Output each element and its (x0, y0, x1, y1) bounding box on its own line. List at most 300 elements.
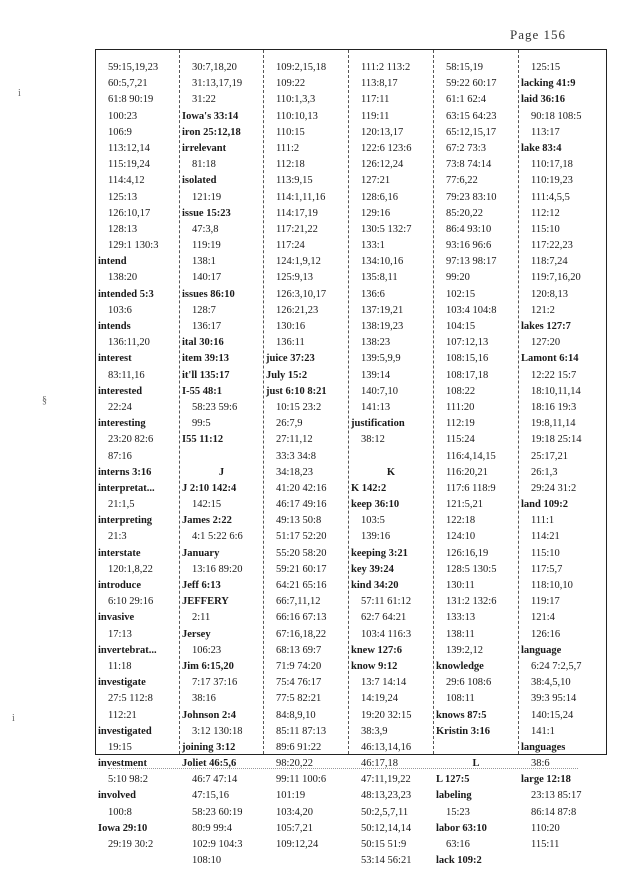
index-entry-refs: 29:6 108:6 (446, 677, 492, 689)
index-entry-term: Jersey (182, 628, 211, 640)
index-entry-refs: 113:9,15 (276, 175, 313, 187)
index-entry-refs: 112:21 (108, 709, 137, 721)
index-entry-term: language (521, 644, 562, 656)
index-entry-refs: 103:4,20 (276, 806, 314, 818)
index-entry-refs: 23:20 82:6 (108, 434, 154, 446)
index-entry-term: labor 63:10 (436, 822, 487, 834)
index-entry-refs: 111:20 (446, 401, 475, 413)
index-entry-refs: 111:2 (276, 142, 300, 154)
index-entry-refs: 114:21 (531, 531, 560, 543)
index-entry-term: item 39:13 (182, 353, 229, 365)
index-entry-refs: 121:2 (531, 304, 555, 316)
index-entry-refs: 109:22 (276, 78, 306, 90)
index-entry-refs: 124:10 (446, 531, 476, 543)
index-entry-refs: 58:15,19 (446, 62, 484, 73)
index-entry-refs: 133:1 (361, 240, 385, 252)
index-entry-refs: 102:9 104:3 (192, 839, 243, 850)
index-entry-refs: 81:18 (192, 159, 216, 171)
index-column-2 (179, 50, 263, 867)
index-entry-refs: 126:10,17 (108, 207, 151, 219)
index-entry-refs: 58:23 60:19 (192, 806, 243, 818)
index-entry-refs: 85:11 87:13 (276, 725, 327, 737)
index-entry-term: just 6:10 8:21 (266, 385, 327, 397)
index-entry-refs: 138:23 (361, 337, 391, 349)
index-entry-refs: 117:21,22 (276, 223, 318, 235)
index-entry-term: interns 3:16 (98, 466, 152, 478)
index-entry-refs: 33:3 34:8 (276, 450, 316, 462)
index-entry-refs: 129:1 130:3 (108, 240, 159, 252)
index-entry-refs: 108:15,16 (446, 353, 489, 365)
index-entry-refs: 127:21 (361, 175, 391, 187)
index-entry-term: Joliet 46:5,6 (182, 758, 237, 770)
index-entry-refs: 128:5 130:5 (446, 563, 497, 575)
index-entry-refs: 7:17 37:16 (192, 677, 238, 689)
index-entry-refs: 46:13,14,16 (361, 741, 412, 753)
index-entry-term: irrelevant (182, 142, 227, 154)
index-entry-refs: 117:6 118:9 (446, 482, 496, 494)
index-entry-refs: 117:11 (361, 94, 390, 106)
index-entry-refs: 53:14 56:21 (361, 855, 412, 867)
index-entry-refs: 112:19 (446, 418, 475, 430)
index-column-4 (348, 50, 433, 867)
index-entry-refs: 120:13,17 (361, 126, 404, 138)
index-entry-refs: 109:2,15,18 (276, 62, 327, 73)
index-entry-refs: 115:11 (531, 839, 560, 850)
index-entry-refs: 55:20 58:20 (276, 547, 327, 559)
index-entry-refs: 38:4,5,10 (531, 677, 571, 689)
index-entry-term: justification (351, 418, 405, 430)
index-entry-refs: 13:7 14:14 (361, 677, 407, 689)
index-entry-refs: 30:7,18,20 (192, 62, 237, 73)
index-entry-term: January (182, 547, 220, 559)
index-entry-refs: 63:15 64:23 (446, 110, 497, 122)
index-entry-term: lack 109:2 (436, 855, 482, 867)
index-entry-refs: 135:8,11 (361, 272, 398, 284)
index-entry-refs: 39:3 95:14 (531, 693, 577, 705)
index-entry-refs: 106:23 (192, 644, 222, 656)
index-entry-term: invasive (98, 612, 135, 624)
index-entry-refs: 109:12,24 (276, 839, 319, 850)
index-entry-refs: 63:16 (446, 839, 470, 850)
index-entry-refs: 41:20 42:16 (276, 482, 327, 494)
index-entry-term: lake 83:4 (521, 142, 562, 154)
index-entry-refs: 142:15 (192, 499, 222, 511)
index-entry-refs: 18:16 19:3 (531, 401, 577, 413)
index-entry-term: key 39:24 (351, 563, 394, 575)
index-entry-term: keeping 3:21 (351, 547, 408, 559)
index-entry-refs: 125:15 (531, 62, 561, 73)
index-entry-refs: 101:19 (276, 790, 306, 802)
index-entry-refs (349, 449, 433, 465)
index-column-1 (96, 50, 179, 850)
index-entry-term: isolated (182, 175, 217, 187)
index-entry-refs: 120:1,8,22 (108, 563, 153, 575)
index-entry-refs: 60:5,7,21 (108, 78, 148, 90)
index-entry-refs: 137:19,21 (361, 304, 404, 316)
index-entry-refs: 79:23 83:10 (446, 191, 497, 203)
index-entry-term: Iowa's 33:14 (182, 110, 239, 122)
index-entry-term: land 109:2 (521, 499, 568, 511)
index-entry-refs: 108:10 (192, 855, 222, 867)
index-entry-refs: 116:4,14,15 (446, 450, 496, 462)
index-entry-refs: 93:16 96:6 (446, 240, 492, 252)
index-entry-refs: 119:7,16,20 (531, 272, 581, 284)
index-entry-refs: 114:17,19 (276, 207, 318, 219)
index-entry-refs: 26:1,3 (531, 466, 558, 478)
index-entry-refs: 121:19 (192, 191, 222, 203)
index-entry-term: know 9:12 (351, 660, 398, 672)
index-entry-refs: 126:21,23 (276, 304, 319, 316)
index-entry-refs: 134:10,16 (361, 256, 404, 268)
index-entry-refs: 115:10 (531, 547, 560, 559)
index-entry-refs: 19:18 25:14 (531, 434, 582, 446)
index-entry-refs: 59:21 60:17 (276, 563, 327, 575)
index-entry-refs: 106:9 (108, 126, 132, 138)
index-entry-refs: 22:24 (108, 401, 132, 413)
index-column-6 (518, 50, 606, 850)
index-entry-refs: 133:13 (446, 612, 476, 624)
index-entry-refs: 112:18 (276, 159, 305, 171)
index-entry-refs: 117:24 (276, 240, 305, 252)
index-entry-refs: 114:4,12 (108, 175, 145, 187)
index-entry-refs: 108:11 (446, 693, 475, 705)
index-entry-refs: 138:20 (108, 272, 138, 284)
index-entry-refs: 121:5,21 (446, 499, 484, 511)
index-entry-refs: 46:7 47:14 (192, 774, 238, 786)
index-entry-term: Kristin 3:16 (436, 725, 490, 737)
index-entry-refs: 68:13 69:7 (276, 644, 322, 656)
index-entry-refs: 105:7,21 (276, 822, 314, 834)
index-entry-refs: 139:5,9,9 (361, 353, 401, 365)
index-entry-refs: 138:11 (446, 628, 475, 640)
index-entry-refs: 10:15 23:2 (276, 401, 322, 413)
index-entry-term: large 12:18 (521, 774, 571, 786)
index-entry-refs: 103:6 (108, 304, 132, 316)
index-entry-term: lacking 41:9 (521, 78, 576, 90)
index-entry-refs: 126:16 (531, 628, 561, 640)
index-entry-term: involved (98, 790, 136, 802)
index-entry-refs (434, 740, 518, 756)
index-entry-refs: 119:17 (531, 596, 560, 608)
index-entry-refs: 61:8 90:19 (108, 94, 154, 106)
index-entry-refs: 3:12 130:18 (192, 725, 243, 737)
index-entry-refs: 66:16 67:13 (276, 612, 327, 624)
index-entry-refs: 83:11,16 (108, 369, 145, 381)
index-entry-refs: 126:12,24 (361, 159, 404, 171)
index-entry-refs: 140:17 (192, 272, 222, 284)
index-entry-term: laid 36:16 (521, 94, 566, 106)
index-entry-refs: 117:22,23 (531, 240, 573, 252)
index-entry-refs: 18:10,11,14 (531, 385, 581, 397)
index-entry-refs: 138:19,23 (361, 321, 404, 332)
index-entry-term: intend (98, 256, 127, 268)
index-entry-refs: 38:3,9 (361, 725, 388, 737)
index-entry-term: keep 36:10 (351, 499, 400, 511)
index-entry-refs: 38:12 (361, 434, 385, 446)
index-entry-term: investigate (98, 677, 146, 689)
index-entry-refs: 48:13,23,23 (361, 790, 412, 802)
index-entry-refs: 115:24 (446, 434, 475, 446)
index-entry-refs: 112:12 (531, 207, 560, 219)
index-entry-refs: 131:2 132:6 (446, 596, 497, 608)
index-frame (95, 49, 607, 867)
index-entry-refs: 19:8,11,14 (531, 418, 576, 430)
index-entry-term: I-55 48:1 (182, 385, 222, 397)
index-entry-refs: 118:7,24 (531, 256, 568, 268)
index-entry-refs: 99:11 100:6 (276, 774, 327, 786)
index-entry-term: interstate (98, 547, 141, 559)
index-entry-refs: 110:19,23 (531, 175, 573, 187)
index-entry-refs: 129:16 (361, 207, 391, 219)
index-entry-refs: 17:13 (108, 628, 132, 640)
footer-rule (108, 768, 578, 769)
index-entry-term: intended 5:3 (98, 288, 154, 300)
index-entry-refs: 4:1 5:22 6:6 (192, 531, 243, 543)
index-entry-refs: 124:1,9,12 (276, 256, 321, 268)
margin-mark: i (18, 88, 21, 99)
index-entry-refs: 29:24 31:2 (531, 482, 577, 494)
index-entry-refs: 47:11,19,22 (361, 774, 411, 786)
index-entry-refs: 97:13 98:17 (446, 256, 497, 268)
index-entry-term: knowledge (436, 660, 484, 672)
index-entry-term: ital 30:16 (182, 337, 224, 349)
index-entry-refs: 110:10,13 (276, 110, 318, 122)
index-entry-term: iron 25:12,18 (182, 126, 241, 138)
index-entry-refs: 103:5 (361, 515, 385, 527)
index-entry-term: Johnson 2:4 (182, 709, 236, 721)
index-entry-refs: 113:17 (531, 126, 560, 138)
index-entry-refs: 122:6 123:6 (361, 142, 412, 154)
index-entry-term: juice 37:23 (266, 353, 315, 365)
index-entry-refs: 119:19 (192, 240, 221, 252)
index-entry-refs: 103:4 104:8 (446, 304, 497, 316)
index-entry-term: July 15:2 (266, 369, 308, 381)
index-entry-refs: 77:5 82:21 (276, 693, 322, 705)
margin-mark: § (42, 395, 47, 406)
index-entry-refs: 58:23 59:6 (192, 401, 238, 413)
index-entry-refs: 110:17,18 (531, 159, 573, 171)
index-entry-refs: 65:12,15,17 (446, 126, 497, 138)
index-entry-refs: 71:9 74:20 (276, 660, 322, 672)
index-entry-refs: 31:13,17,19 (192, 78, 243, 90)
index-entry-refs: 62:7 64:21 (361, 612, 407, 624)
index-entry-refs: 140:7,10 (361, 385, 399, 397)
index-entry-refs: 38:6 (531, 758, 550, 770)
index-letter-heading (180, 465, 263, 481)
index-entry-refs: 50:12,14,14 (361, 822, 412, 834)
index-entry-refs: 31:22 (192, 94, 216, 106)
index-entry-term: interested (98, 385, 143, 397)
index-entry-refs: 13:16 89:20 (192, 563, 243, 575)
index-entry-refs: 125:9,13 (276, 272, 314, 284)
index-entry-term: Jeff 6:13 (182, 580, 221, 591)
index-entry-refs: 111:1 (531, 515, 555, 527)
index-entry-term: K 142:2 (351, 482, 387, 494)
index-entry-refs: 47:15,16 (192, 790, 230, 802)
index-entry-term: Lamont 6:14 (521, 353, 579, 365)
index-entry-refs: 139:14 (361, 369, 391, 381)
index-entry-refs: 86:4 93:10 (446, 223, 492, 235)
index-entry-refs: 113:8,17 (361, 78, 398, 90)
index-entry-refs: 110:1,3,3 (276, 94, 316, 106)
index-entry-refs: 121:4 (531, 612, 555, 624)
index-entry-refs: 61:1 62:4 (446, 94, 486, 106)
index-entry-term: invertebrat... (98, 644, 157, 656)
index-entry-term: introduce (98, 580, 141, 591)
index-entry-refs: 15:23 (446, 806, 470, 818)
index-entry-term: kind 34:20 (351, 580, 399, 591)
index-entry-refs: 122:18 (446, 515, 476, 527)
index-letter: J (201, 465, 242, 481)
index-entry-term: it'll 135:17 (182, 369, 230, 381)
index-entry-refs: 116:20,21 (446, 466, 488, 478)
index-entry-refs: 77:6,22 (446, 175, 478, 187)
index-entry-refs: 29:19 30:2 (108, 839, 154, 850)
index-entry-refs: 67:2 73:3 (446, 142, 486, 154)
index-entry-refs: 100:8 (108, 806, 132, 818)
index-entry-refs: 104:15 (446, 321, 476, 332)
index-entry-refs: 127:20 (531, 337, 561, 349)
index-entry-refs: 6:10 29:16 (108, 596, 154, 608)
index-entry-refs: 141:13 (361, 401, 391, 413)
index-entry-refs: 117:5,7 (531, 563, 563, 575)
index-entry-refs: 113:12,14 (108, 142, 150, 154)
index-entry-term: Iowa 29:10 (98, 822, 148, 834)
index-entry-term: J 2:10 142:4 (182, 482, 237, 494)
index-entry-refs: 25:17,21 (531, 450, 569, 462)
index-entry-refs: 46:17,18 (361, 758, 399, 770)
index-entry-refs: 27:5 112:8 (108, 693, 153, 705)
index-entry-term: JEFFERY (182, 596, 229, 608)
index-entry-refs: 126:16,19 (446, 547, 489, 559)
index-entry-refs: 107:12,13 (446, 337, 489, 349)
index-entry-refs: 110:20 (531, 822, 560, 834)
index-entry-term: languages (521, 741, 566, 753)
index-entry-refs: 90:18 108:5 (531, 110, 582, 122)
index-entry-refs: 87:16 (108, 450, 132, 462)
margin-mark: i (12, 713, 15, 724)
index-entry-refs: 115:19,24 (108, 159, 150, 171)
index-entry-refs: 89:6 91:22 (276, 741, 322, 753)
index-entry-term: lakes 127:7 (521, 321, 571, 332)
index-entry-refs: 111:4,5,5 (531, 191, 570, 203)
index-entry-refs: 19:20 32:15 (361, 709, 412, 721)
index-entry-refs: 86:14 87:8 (531, 806, 577, 818)
index-entry-term: issues 86:10 (182, 288, 235, 300)
index-entry-term: intends (98, 321, 131, 332)
index-entry-term: interpreting (98, 515, 153, 527)
index-entry-refs: 5:10 98:2 (108, 774, 148, 786)
index-entry-refs: 139:16 (361, 531, 391, 543)
index-entry-refs: 138:1 (192, 256, 216, 268)
index-entry-refs: 75:4 76:17 (276, 677, 322, 689)
index-entry-term: interesting (98, 418, 146, 430)
index-entry-refs: 119:11 (361, 110, 390, 122)
index-entry-refs: 59:22 60:17 (446, 78, 497, 90)
index-entry-refs: 84:8,9,10 (276, 709, 316, 721)
index-entry-refs: 128:6,16 (361, 191, 399, 203)
index-entry-refs: 98:20,22 (276, 758, 314, 770)
index-entry-term: Jim 6:15,20 (182, 660, 234, 672)
index-entry-refs: 73:8 74:14 (446, 159, 492, 171)
index-entry-refs: 6:24 7:2,5,7 (531, 660, 582, 672)
index-entry-refs: 136:11 (276, 337, 305, 349)
index-entry-refs: 12:22 15:7 (531, 369, 577, 381)
index-entry-refs: 102:15 (446, 288, 476, 300)
index-entry-refs: 26:7,9 (276, 418, 303, 430)
index-entry-refs: 114:1,11,16 (276, 191, 326, 203)
index-entry-refs: 27:11,12 (276, 434, 313, 446)
index-entry-term: investment (98, 758, 147, 770)
index-entry-refs: 67:16,18,22 (276, 628, 327, 640)
index-letter: L (454, 756, 497, 772)
index-letter-heading (349, 465, 433, 481)
index-entry-refs: 38:16 (192, 693, 216, 705)
index-entry-refs: 59:15,19,23 (108, 62, 159, 73)
index-entry-refs: 130:11 (446, 580, 475, 591)
index-entry-refs: 34:18,23 (276, 466, 314, 478)
index-entry-refs: 19:15 (108, 741, 132, 753)
page-number: Page 156 (509, 27, 566, 42)
index-entry-term: L 127:5 (436, 774, 470, 786)
index-entry-refs: 140:15,24 (531, 709, 574, 721)
index-entry-refs: 50:2,5,7,11 (361, 806, 409, 818)
index-entry-refs: 115:10 (531, 223, 560, 235)
index-entry-refs: 118:10,10 (531, 580, 573, 591)
index-entry-term: interest (98, 353, 132, 365)
index-entry-refs: 111:2 113:2 (361, 62, 411, 73)
index-entry-refs: 51:17 52:20 (276, 531, 327, 543)
index-entry-refs: 136:6 (361, 288, 385, 300)
index-column-3 (263, 50, 348, 850)
index-entry-term: I55 11:12 (182, 434, 224, 446)
index-entry-refs: 14:19,24 (361, 693, 399, 705)
index-entry-refs: 85:20,22 (446, 207, 484, 219)
index-entry-refs (180, 449, 263, 465)
index-entry-term: joining 3:12 (182, 741, 236, 753)
index-entry-refs: 108:22 (446, 385, 476, 397)
index-entry-refs: 99:20 (446, 272, 470, 284)
index-entry-refs: 136:17 (192, 321, 222, 332)
index-entry-refs: 125:13 (108, 191, 138, 203)
index-entry-refs: 99:5 (192, 418, 211, 430)
index-entry-refs: 136:11,20 (108, 337, 150, 349)
index-entry-refs: 11:18 (108, 660, 132, 672)
index-entry-term: knows 87:5 (436, 709, 487, 721)
index-entry-refs: 57:11 61:12 (361, 596, 412, 608)
index-entry-refs: 128:13 (108, 223, 138, 235)
index-letter: K (369, 465, 413, 481)
index-entry-term: knew 127:6 (351, 644, 403, 656)
index-entry-refs: 110:15 (276, 126, 305, 138)
index-entry-refs: 23:13 85:17 (531, 790, 582, 802)
index-entry-refs: 128:7 (192, 304, 216, 316)
index-entry-term: labeling (436, 790, 472, 802)
index-entry-refs: 100:23 (108, 110, 138, 122)
index-entry-term: interpretat... (98, 482, 155, 494)
index-entry-refs: 139:2,12 (446, 644, 484, 656)
index-entry-refs: 108:17,18 (446, 369, 489, 381)
index-entry-refs: 47:3,8 (192, 223, 219, 235)
index-entry-refs: 21:1,5 (108, 499, 135, 511)
index-entry-refs: 120:8,13 (531, 288, 569, 300)
index-entry-refs: 103:4 116:3 (361, 628, 412, 640)
index-entry-term: issue 15:23 (182, 207, 231, 219)
index-entry-refs: 2:11 (192, 612, 211, 624)
index-entry-term: James 2:22 (182, 515, 232, 527)
index-entry-refs: 46:17 49:16 (276, 499, 327, 511)
index-entry-refs: 80:9 99:4 (192, 822, 232, 834)
